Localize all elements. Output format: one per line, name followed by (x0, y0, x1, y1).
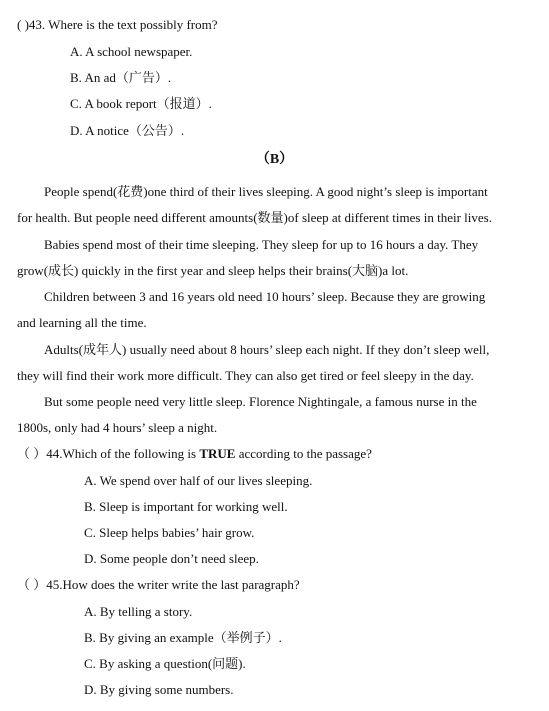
question-43-option-c: C. A book report（报道）. (70, 96, 212, 111)
passage-paragraph-2-line-1: Babies spend most of their time sleeping. They sleep for up to 16 hours a day. They (44, 237, 479, 252)
question-43-option-a: A. A school newspaper. (70, 44, 193, 59)
passage-paragraph-1-line-1: People spend(花费)one third of their lives sleeping. A good night’s sleep is important (44, 184, 488, 199)
question-44-stem-start: （ ）44.Which of the following is (17, 446, 200, 461)
passage-paragraph-5-line-1: But some people need very little sleep. Florence Nightingale, a famous nurse in the (44, 394, 477, 409)
question-44-option-c: C. Sleep helps babies’ hair grow. (84, 525, 255, 540)
question-45-stem: （ ）45.How does the writer write the last paragraph? (17, 577, 300, 592)
question-44-stem-emphasis: TRUE (199, 446, 236, 461)
question-44-option-a: A. We spend over half of our lives sleeping. (84, 473, 313, 488)
passage-paragraph-4-line-2: they will find their work more difficult. They can also get tired or feel sleepy in the day. (17, 368, 474, 383)
question-43-option-b: B. An ad（广告）. (70, 70, 172, 85)
question-43-stem: ( )43. Where is the text possibly from? (17, 17, 218, 32)
passage-paragraph-1-line-2: for health. But people need different amounts(数量)of sleep at different times in their lives. (17, 210, 492, 225)
passage-paragraph-3-line-1: Children between 3 and 16 years old need 10 hours’ sleep. Because they are growing (44, 289, 486, 304)
passage-paragraph-3-line-2: and learning all the time. (17, 315, 147, 330)
question-44-stem (17, 446, 372, 462)
passage-paragraph-4-line-1: Adults(成年人) usually need about 8 hours’ sleep each night. If they don’t sleep well, (44, 342, 490, 357)
question-44-option-d: D. Some people don’t need sleep. (84, 551, 259, 566)
question-44-option-b: B. Sleep is important for working well. (84, 499, 288, 514)
question-43-option-d: D. A notice（公告）. (70, 123, 185, 138)
passage-paragraph-5-line-2: 1800s, only had 4 hours’ sleep a night. (17, 420, 218, 435)
question-44-stem-end: according to the passage? (235, 446, 372, 461)
question-45-option-c: C. By asking a question(问题). (84, 656, 246, 671)
question-45-option-b: B. By giving an example（举例子）. (84, 630, 282, 645)
passage-paragraph-2-line-2: grow(成长) quickly in the first year and sleep helps their brains(大脑)a lot. (17, 263, 409, 278)
question-45-option-d: D. By giving some numbers. (84, 682, 234, 697)
section-b-heading: （B） (255, 152, 294, 167)
question-45-option-a: A. By telling a story. (84, 604, 193, 619)
